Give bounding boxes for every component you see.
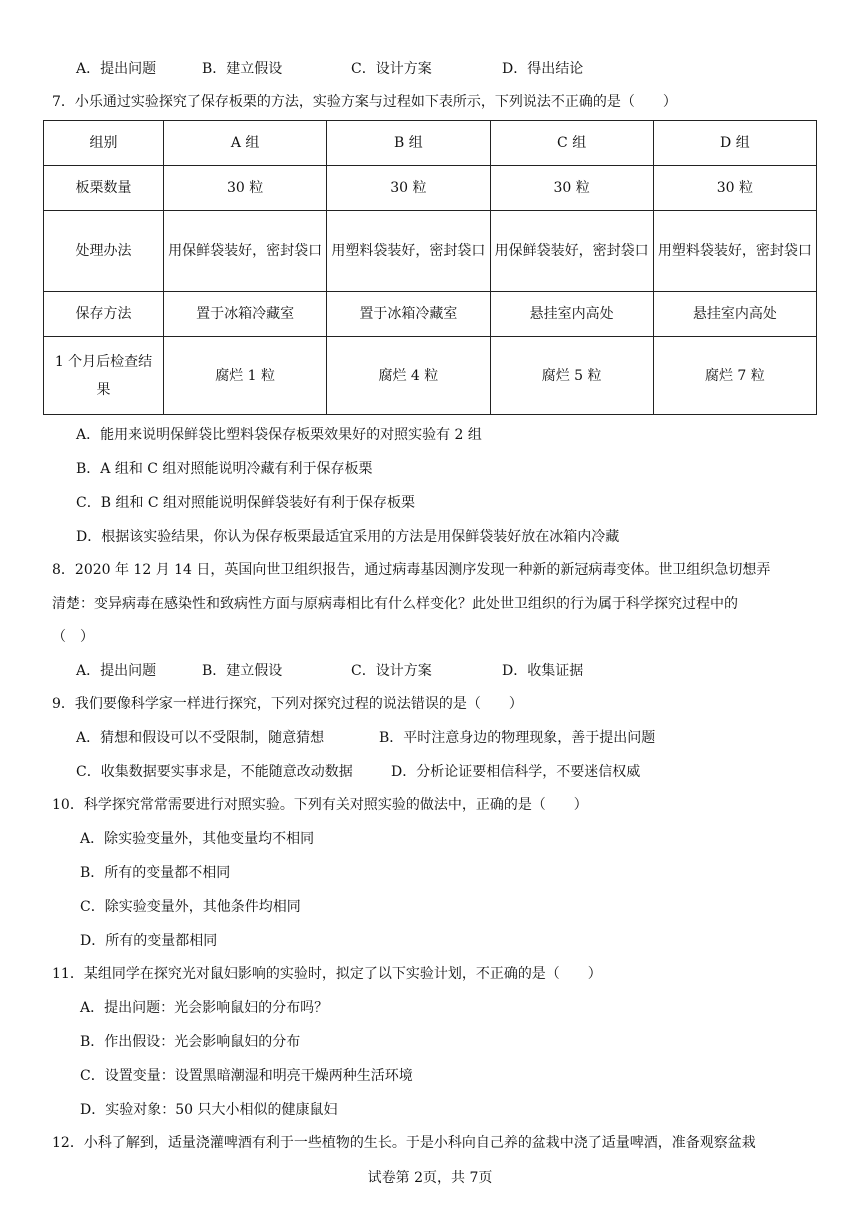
table-cell: 板栗数量	[44, 166, 164, 211]
table-cell: 用塑料袋装好，密封袋口	[653, 211, 816, 292]
table-header-cell: 组别	[44, 121, 164, 166]
q7-option-b: B．A 组和 C 组对照能说明冷藏有利于保存板栗	[76, 461, 373, 477]
q6-option-d: D．得出结论	[502, 61, 584, 77]
table-row	[44, 211, 817, 292]
q9-option-d: D．分析论证要相信科学，不要迷信权威	[391, 764, 641, 780]
q10-option-d: D．所有的变量都相同	[80, 933, 218, 949]
q9-option-b: B．平时注意身边的物理现象，善于提出问题	[379, 730, 656, 746]
table-header-cell: A 组	[164, 121, 327, 166]
table-cell: 用保鲜袋装好，密封袋口	[164, 211, 327, 292]
table-cell: 30 粒	[327, 166, 490, 211]
table-cell: 腐烂 5 粒	[490, 337, 653, 415]
page-footer: 试卷第 2页，共 7页	[367, 1170, 493, 1186]
table-row	[44, 337, 817, 415]
q11-option-a: A．提出问题：光会影响鼠妇的分布吗？	[80, 1000, 329, 1016]
table-cell: 悬挂室内高处	[653, 292, 816, 337]
table-cell: 30 粒	[490, 166, 653, 211]
q8-option-b: B．建立假设	[202, 663, 283, 679]
q7-option-d: D．根据该实验结果，你认为保存板栗最适宜采用的方法是用保鲜袋装好放在冰箱内冷藏	[76, 529, 620, 545]
table-header-cell: B 组	[327, 121, 490, 166]
q10-option-c: C．除实验变量外，其他条件均相同	[80, 899, 301, 915]
q9-option-a: A．猜想和假设可以不受限制，随意猜想	[76, 730, 325, 746]
q8-stem-line-2: 清楚：变异病毒在感染性和致病性方面与原病毒相比有什么样变化？此处世卫组织的行为属于科学探究过程中的	[52, 596, 738, 612]
q12-stem: 12．小科了解到，适量浇灌啤酒有利于一些植物的生长。于是小科向自己养的盆栽中浇了适量啤酒，准备观察盆栽	[52, 1135, 756, 1151]
table-cell: 处理办法	[44, 211, 164, 292]
q8-option-c: C．设计方案	[351, 663, 432, 679]
table-cell: 1 个月后检查结果	[44, 337, 164, 415]
table-row	[44, 166, 817, 211]
q7-option-c: C．B 组和 C 组对照能说明保鲜袋装好有利于保存板栗	[76, 495, 416, 511]
table-cell: 30 粒	[164, 166, 327, 211]
q6-option-a: A．提出问题	[76, 61, 157, 77]
table-row	[44, 292, 817, 337]
table-cell: 保存方法	[44, 292, 164, 337]
q8-stem-line-3: （ ）	[52, 629, 94, 645]
table-header-cell: D 组	[653, 121, 816, 166]
table-cell: 用塑料袋装好，密封袋口	[327, 211, 490, 292]
table-header-cell: C 组	[490, 121, 653, 166]
table-cell: 30 粒	[653, 166, 816, 211]
q10-option-b: B．所有的变量都不相同	[80, 865, 231, 881]
table-cell: 悬挂室内高处	[490, 292, 653, 337]
q11-option-c: C．设置变量：设置黑暗潮湿和明亮干燥两种生活环境	[80, 1068, 413, 1084]
table-cell: 腐烂 1 粒	[164, 337, 327, 415]
q11-option-d: D．实验对象：50 只大小相似的健康鼠妇	[80, 1102, 338, 1118]
table-cell: 置于冰箱冷藏室	[164, 292, 327, 337]
q6-option-b: B．建立假设	[202, 61, 283, 77]
q6-option-c: C．设计方案	[351, 61, 432, 77]
q8-stem-line-1: 8．2020 年 12 月 14 日，英国向世卫组织报告，通过病毒基因测序发现一种新的新冠病毒变体。世卫组织急切想弄	[52, 562, 771, 578]
table-cell: 用保鲜袋装好，密封袋口	[490, 211, 653, 292]
q9-option-c: C．收集数据要实事求是，不能随意改动数据	[76, 764, 353, 780]
q10-stem: 10．科学探究常常需要进行对照实验。下列有关对照实验的做法中，正确的是（ ）	[52, 797, 588, 813]
q11-stem: 11．某组同学在探究光对鼠妇影响的实验时，拟定了以下实验计划，不正确的是（ ）	[52, 966, 602, 982]
q10-option-a: A．除实验变量外，其他变量均不相同	[80, 831, 315, 847]
q8-option-a: A．提出问题	[76, 663, 157, 679]
q9-stem: 9．我们要像科学家一样进行探究，下列对探究过程的说法错误的是（ ）	[52, 696, 523, 712]
table-cell: 腐烂 4 粒	[327, 337, 490, 415]
table-cell: 置于冰箱冷藏室	[327, 292, 490, 337]
table-cell: 腐烂 7 粒	[653, 337, 816, 415]
experiment-table	[43, 120, 817, 415]
q7-option-a: A．能用来说明保鲜袋比塑料袋保存板栗效果好的对照实验有 2 组	[76, 427, 482, 443]
q7-stem: 7．小乐通过实验探究了保存板栗的方法，实验方案与过程如下表所示，下列说法不正确的是（ ）	[52, 94, 677, 110]
table-row	[44, 121, 817, 166]
q11-option-b: B．作出假设：光会影响鼠妇的分布	[80, 1034, 301, 1050]
q8-option-d: D．收集证据	[502, 663, 584, 679]
